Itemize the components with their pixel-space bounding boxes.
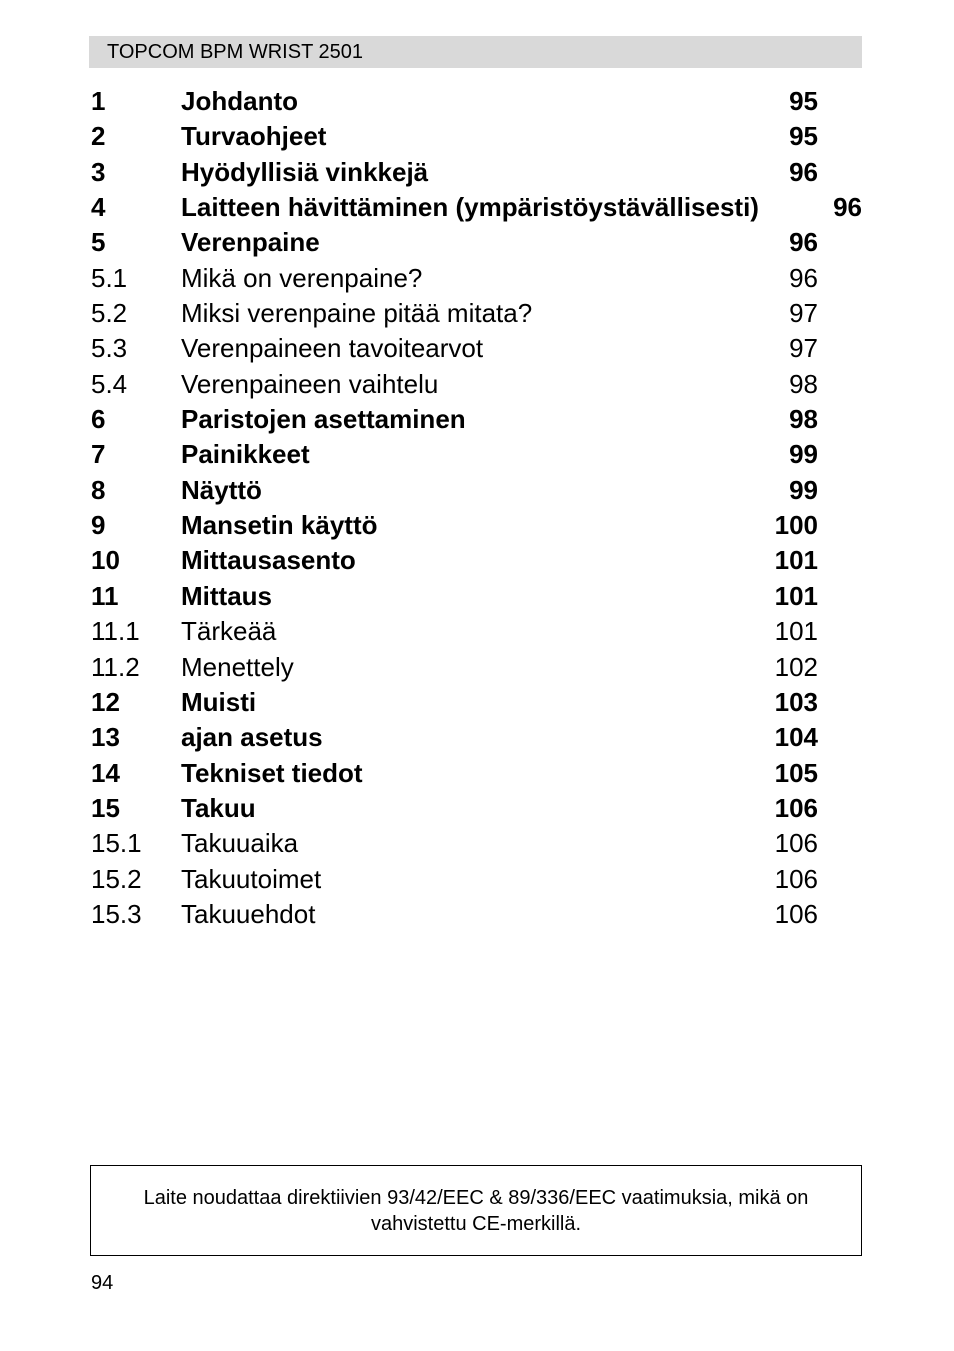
toc-entry-page: 101: [774, 616, 818, 647]
toc-entry-number: 12: [91, 686, 120, 717]
toc-entry-title: Mittaus: [181, 580, 272, 611]
toc-entry-title: Menettely: [181, 651, 294, 682]
ce-compliance-notice: [90, 1165, 862, 1256]
toc-entry-number: 11: [91, 580, 119, 611]
toc-entry-page: 96: [789, 156, 818, 187]
toc-entry: [0, 402, 954, 437]
toc-entry: [0, 225, 954, 260]
toc-entry-number: 13: [91, 722, 120, 753]
toc-entry-title: Miksi verenpaine pitää mitata?: [181, 298, 533, 329]
toc-entry-title: Mansetin käyttö: [181, 510, 378, 541]
toc-entry-number: 14: [91, 757, 120, 788]
toc-entry-title: Takuutoimet: [181, 863, 322, 894]
toc-entry-title: Verenpaineen vaihtelu: [181, 368, 439, 399]
toc-entry: [0, 862, 954, 897]
toc-entry-number: 11.2: [91, 651, 140, 682]
toc-entry-number: 5: [91, 227, 106, 258]
toc-entry: [0, 367, 954, 402]
toc-entry-title: Tekniset tiedot: [181, 757, 363, 788]
toc-entry-number: 6: [91, 404, 106, 435]
toc-entry-number: 10: [91, 545, 120, 576]
toc-entry: [0, 331, 954, 366]
toc-entry-number: 5.4: [91, 368, 128, 399]
toc-entry: [0, 437, 954, 472]
toc-entry: [0, 897, 954, 932]
toc-entry-page: 96: [789, 227, 818, 258]
toc-entry: [0, 756, 954, 791]
toc-entry: [0, 296, 954, 331]
toc-entry-title: Muisti: [181, 686, 257, 717]
toc-entry-title: Takuu: [181, 792, 256, 823]
toc-entry-page: 99: [789, 474, 818, 505]
toc-entry-page: 104: [774, 722, 818, 753]
toc-entry: [0, 84, 954, 119]
toc-entry-number: 3: [91, 156, 106, 187]
toc-entry-title: Turvaohjeet: [181, 121, 327, 152]
toc-entry-title: Painikkeet: [181, 439, 310, 470]
toc-entry-page: 103: [774, 686, 818, 717]
toc-entry-page: 99: [789, 439, 818, 470]
toc-entry-number: 15.2: [91, 863, 142, 894]
toc-entry-page: 96: [789, 262, 818, 293]
toc-entry-number: 15.3: [91, 898, 142, 929]
toc-entry: [0, 685, 954, 720]
table-of-contents: [0, 84, 954, 932]
toc-entry-title: Johdanto: [181, 86, 298, 116]
toc-entry: [0, 155, 954, 190]
toc-entry-number: 11.1: [91, 616, 140, 647]
toc-entry-number: 5.2: [91, 298, 128, 329]
toc-entry: [0, 650, 954, 685]
toc-entry: [0, 190, 954, 225]
toc-entry-page: 105: [774, 757, 818, 788]
toc-entry-title: Paristojen asettaminen: [181, 404, 466, 435]
toc-entry: [0, 579, 954, 614]
toc-entry-title: Verenpaineen tavoitearvot: [181, 333, 484, 364]
toc-entry-page: 96: [833, 192, 862, 223]
toc-entry: [0, 508, 954, 543]
toc-entry-title: Mikä on verenpaine?: [181, 262, 423, 293]
toc-entry-page: 100: [774, 510, 818, 541]
toc-entry-title: Mittausasento: [181, 545, 356, 576]
toc-entry-page: 102: [774, 651, 818, 682]
toc-entry-page: 95: [789, 86, 818, 116]
toc-entry-title: ajan asetus: [181, 722, 323, 753]
toc-entry-title: Takuuehdot: [181, 898, 316, 929]
toc-entry-page: 101: [774, 580, 818, 611]
toc-entry-page: 95: [789, 121, 818, 152]
toc-entry-title: Hyödyllisiä vinkkejä: [181, 156, 429, 187]
toc-entry-page: 98: [789, 404, 818, 435]
toc-entry-page: 106: [774, 898, 818, 929]
toc-entry-number: 15.1: [91, 828, 142, 859]
notice-text: Laite noudattaa direktiivien 93/42/EEC & 89/336/EEC vaatimuksia, mikä on vahvistettu CE-merkillä.: [143, 1186, 809, 1235]
toc-entry-title: Verenpaine: [181, 227, 320, 258]
toc-entry-title: Takuuaika: [181, 828, 299, 859]
toc-entry-number: 5.1: [91, 262, 128, 293]
toc-entry-page: 106: [774, 792, 818, 823]
toc-entry-page: 106: [774, 828, 818, 859]
toc-entry-number: 7: [91, 439, 106, 470]
toc-entry: [0, 261, 954, 296]
toc-entry-title: Näyttö: [181, 474, 262, 505]
toc-entry: [0, 720, 954, 755]
toc-entry-page: 101: [774, 545, 818, 576]
toc-entry-page: 97: [789, 333, 818, 364]
toc-entry: [0, 791, 954, 826]
toc-entry: [0, 119, 954, 154]
toc-entry-page: 97: [789, 298, 818, 329]
toc-entry: [0, 543, 954, 578]
page-number: 94: [91, 1272, 114, 1294]
toc-entry-number: 2: [91, 121, 106, 152]
document-header-title: TOPCOM BPM WRIST 2501: [107, 41, 363, 63]
toc-entry-number: 15: [91, 792, 120, 823]
toc-entry-page: 98: [789, 368, 818, 399]
toc-entry-number: 5.3: [91, 333, 128, 364]
toc-entry-page: 106: [774, 863, 818, 894]
toc-entry-number: 1: [91, 86, 106, 116]
toc-entry: [0, 826, 954, 861]
toc-entry-title: Tärkeää: [181, 616, 277, 647]
toc-entry: [0, 614, 954, 649]
toc-entry-title: Laitteen hävittäminen (ympäristöystävällisesti): [181, 192, 759, 223]
toc-entry-number: 8: [91, 474, 106, 505]
toc-entry-number: 9: [91, 510, 106, 541]
toc-entry-number: 4: [91, 192, 106, 223]
toc-entry: [0, 473, 954, 508]
